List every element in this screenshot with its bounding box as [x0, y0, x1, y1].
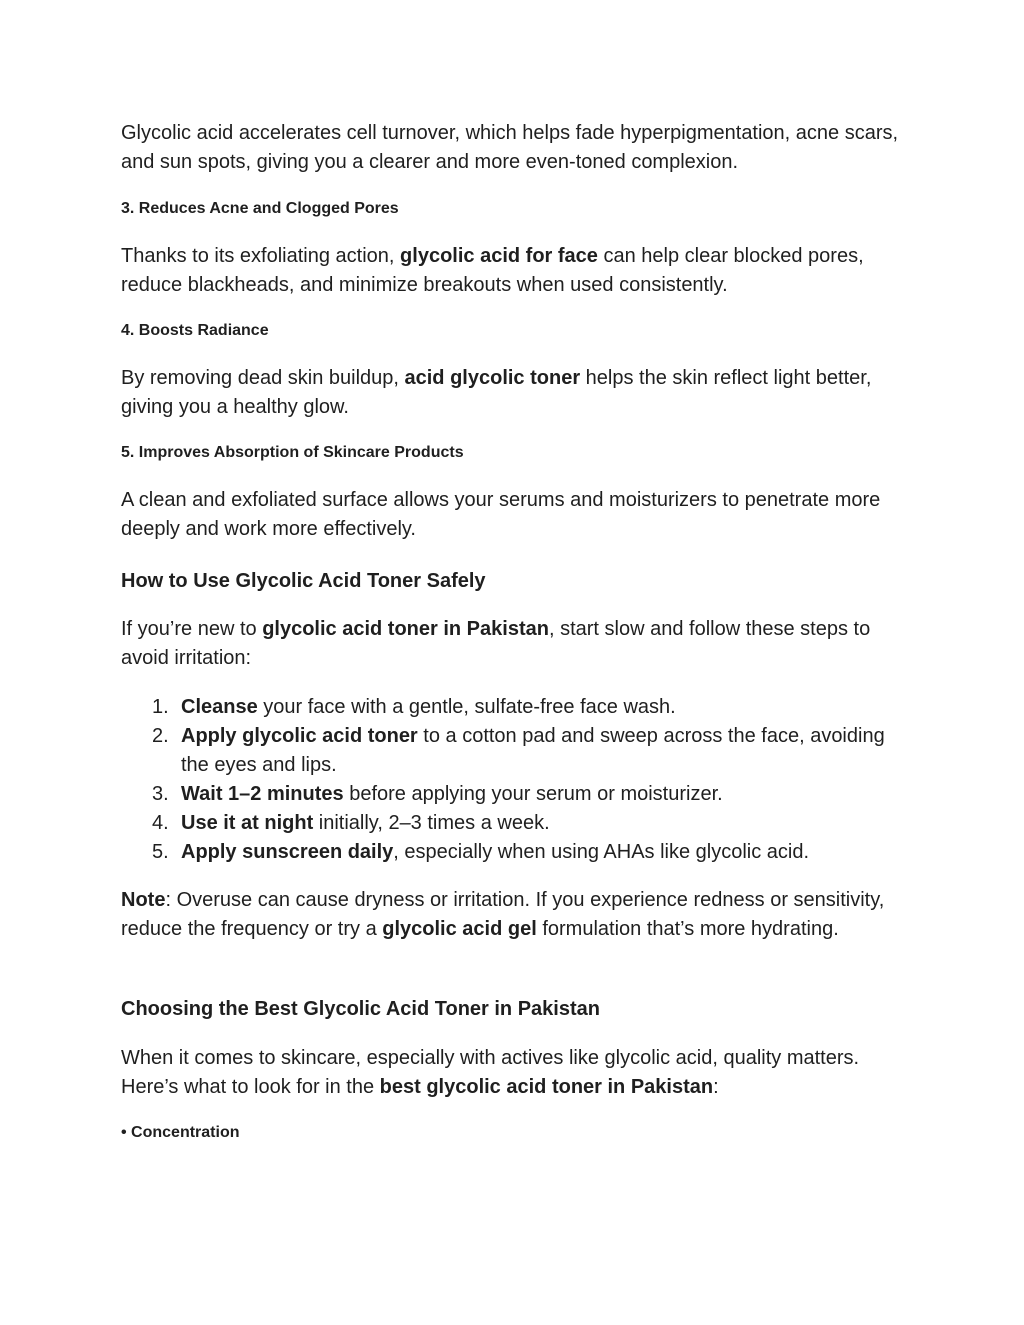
- text: before applying your serum or moisturizer.: [343, 783, 723, 805]
- list-item: [121, 809, 911, 838]
- list-item: [121, 693, 911, 722]
- heading-how-to-use: How to Use Glycolic Acid Toner Safely: [121, 570, 486, 592]
- list-number: 5.: [152, 841, 169, 863]
- text: When it comes to skincare, especially with actives like glycolic acid, quality matters. Here’s what to look for in the: [121, 1047, 860, 1098]
- text: initially, 2–3 times a week.: [313, 812, 550, 834]
- paragraph-new-to-toner: [121, 615, 911, 673]
- heading-boosts-radiance: 4. Boosts Radiance: [121, 322, 269, 339]
- text: formulation that’s more hydrating.: [536, 918, 839, 940]
- paragraph-quality-matters: [121, 1044, 911, 1102]
- bold-text: Wait 1–2 minutes: [181, 783, 344, 805]
- list-number: 3.: [152, 783, 169, 805]
- bold-text: glycolic acid gel: [382, 918, 537, 940]
- text: helps the skin reflect light better, giving you a healthy glow.: [121, 367, 872, 418]
- bold-text: best glycolic acid toner in Pakistan: [379, 1076, 714, 1098]
- bold-text: Use it at night: [181, 812, 314, 834]
- paragraph-note: [121, 886, 911, 944]
- bold-text: glycolic acid toner in Pakistan: [262, 618, 549, 640]
- paragraph-radiance: [121, 364, 911, 422]
- bullet-concentration: • Concentration: [121, 1124, 240, 1141]
- text: , start slow and follow these steps to avoid irritation:: [121, 618, 871, 669]
- text: can help clear blocked pores, reduce blackheads, and minimize breakouts when used consistently.: [121, 245, 864, 296]
- text: , especially when using AHAs like glycolic acid.: [393, 841, 810, 863]
- list-item: [121, 722, 911, 780]
- bold-text: acid glycolic toner: [404, 367, 581, 389]
- text: : Overuse can cause dryness or irritation. If you experience redness or sensitivity, reduce the frequency or try a: [121, 889, 885, 940]
- heading-improves-absorption: 5. Improves Absorption of Skincare Products: [121, 444, 464, 461]
- bold-text: Apply sunscreen daily: [181, 841, 394, 863]
- text: By removing dead skin buildup,: [121, 367, 405, 389]
- bold-text: Apply glycolic acid toner: [181, 725, 418, 747]
- text: your face with a gentle, sulfate-free face wash.: [257, 696, 676, 718]
- paragraph-absorption: A clean and exfoliated surface allows your serums and moisturizers to penetrate more deeply and work more effectively.: [121, 489, 881, 540]
- list-item: [121, 838, 911, 867]
- bold-text: glycolic acid for face: [400, 245, 598, 267]
- steps-list: [121, 693, 911, 867]
- list-number: 4.: [152, 812, 169, 834]
- heading-reduces-acne: 3. Reduces Acne and Clogged Pores: [121, 200, 399, 217]
- list-number: 2.: [152, 725, 169, 747]
- text: to a cotton pad and sweep across the face, avoiding the eyes and lips.: [181, 725, 885, 776]
- text: If you’re new to: [121, 618, 263, 640]
- bold-text: Cleanse: [181, 696, 258, 718]
- paragraph-exfoliating-action: [121, 242, 911, 300]
- text: :: [713, 1076, 719, 1098]
- text: Thanks to its exfoliating action,: [121, 245, 401, 267]
- list-number: 1.: [152, 696, 169, 718]
- paragraph-cell-turnover: Glycolic acid accelerates cell turnover, which helps fade hyperpigmentation, acne scars, and sun spots, giving you a clearer and more even-toned complexion.: [121, 122, 899, 173]
- list-item: [121, 780, 911, 809]
- heading-choosing-best: Choosing the Best Glycolic Acid Toner in Pakistan: [121, 998, 600, 1020]
- note-label: Note: [121, 889, 166, 911]
